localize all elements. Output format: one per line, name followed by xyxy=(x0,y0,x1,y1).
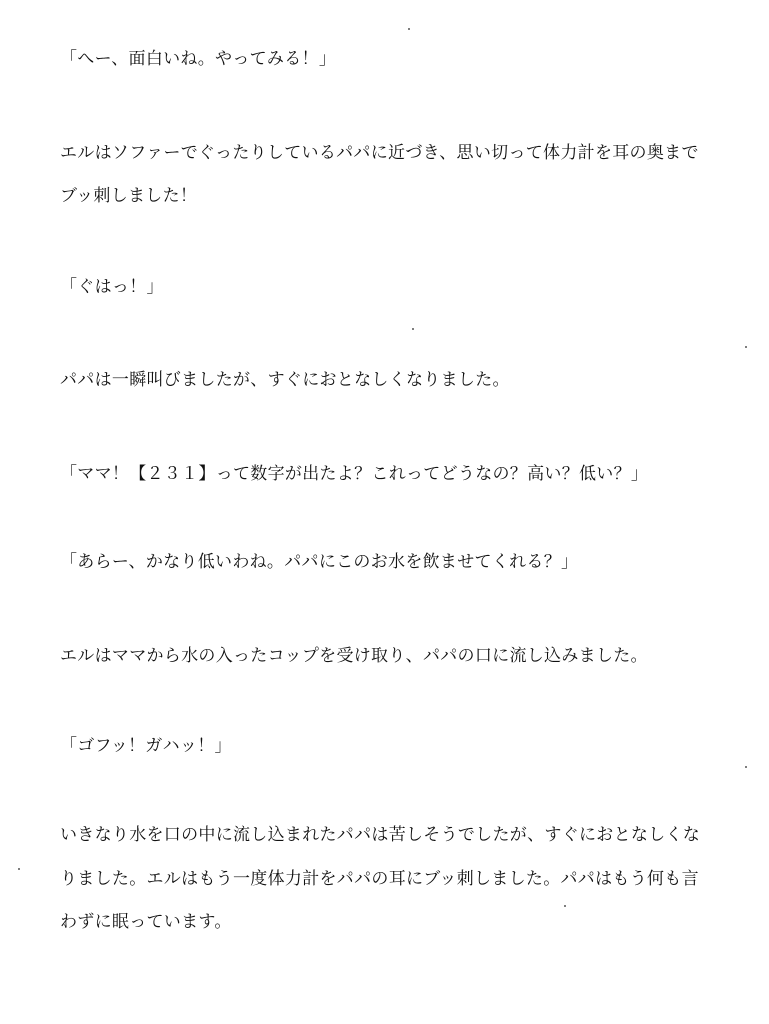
dialogue-line-1: 「へー、面白いね。やってみる！」 xyxy=(60,49,337,69)
narration-line-4: エルはママから水の入ったコップを受け取り、パパの口に流し込みました。 xyxy=(60,646,648,666)
scan-speck xyxy=(412,328,414,330)
narration-line-5: いきなり水を口の中に流し込まれたパパは苦しそうでしたが、すぐにおとなしくな xyxy=(60,825,701,845)
narration-line-2: ブッ刺しました！ xyxy=(60,186,198,206)
narration-line-3: パパは一瞬叫びましたが、すぐにおとなしくなりました。 xyxy=(60,370,510,390)
scan-speck xyxy=(745,346,747,348)
dialogue-line-2: 「ぐはっ！」 xyxy=(60,277,164,297)
scan-speck xyxy=(745,766,747,768)
scan-speck xyxy=(18,868,20,870)
scan-speck xyxy=(564,905,566,907)
scan-speck xyxy=(408,28,410,30)
dialogue-line-4: 「あらー、かなり低いわね。パパにこのお水を飲ませてくれる？」 xyxy=(60,552,579,572)
dialogue-line-3: 「ママ！【２３１】って数字が出たよ？これってどうなの？高い？低い？」 xyxy=(60,464,649,484)
narration-line-6: りました。エルはもう一度体力計をパパの耳にブッ刺しました。パパはもう何も言 xyxy=(60,869,699,889)
narration-line-1: エルはソファーでぐったりしているパパに近づき、思い切って体力計を耳の奥まで xyxy=(60,143,699,163)
narration-line-7: わずに眠っています。 xyxy=(60,912,232,932)
dialogue-line-5: 「ゴフッ！ガハッ！」 xyxy=(60,736,232,756)
